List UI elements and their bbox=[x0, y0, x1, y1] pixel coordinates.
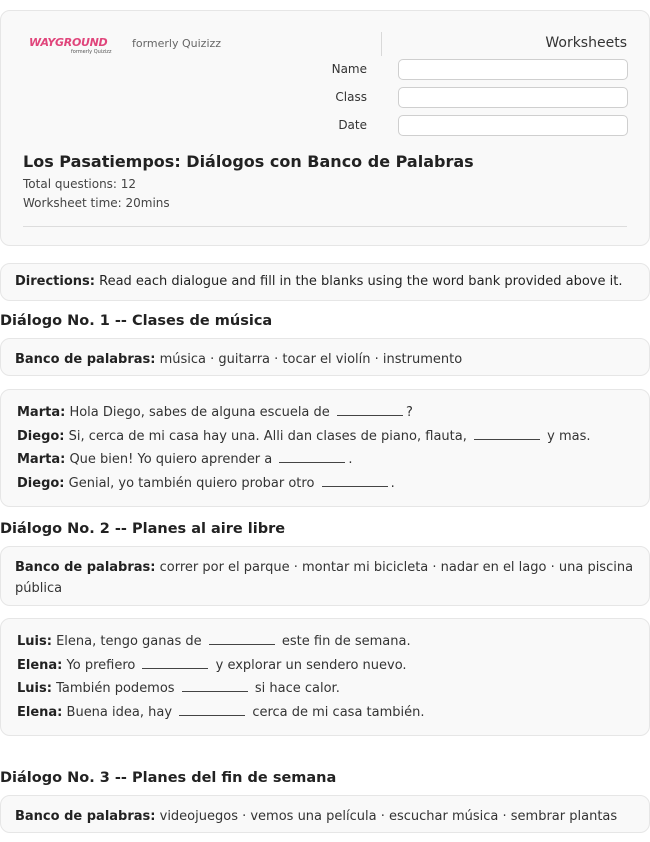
line-text-before: Si, cerca de mi casa hay una. Alli dan clases de piano, flauta, bbox=[68, 428, 467, 444]
worksheets-label: Worksheets bbox=[545, 35, 627, 51]
dialogue-line bbox=[17, 425, 633, 449]
dialogue-line bbox=[17, 654, 633, 678]
worksheet-time: Worksheet time: 20mins bbox=[23, 196, 170, 210]
date-field-row bbox=[331, 115, 629, 137]
dialogue-2-box bbox=[0, 618, 650, 736]
line-text-before: Yo prefiero bbox=[66, 657, 136, 673]
word-bank-text: videojuegos · vemos una película · escuchar música · sembrar plantas bbox=[159, 809, 618, 824]
date-input[interactable] bbox=[398, 115, 628, 136]
directions-label: Directions: bbox=[15, 274, 95, 289]
line-text-after: . bbox=[390, 476, 395, 492]
line-text-after: y explorar un sendero nuevo. bbox=[215, 657, 407, 673]
name-label: Name bbox=[331, 62, 367, 76]
date-label: Date bbox=[338, 118, 367, 132]
speaker: Elena: bbox=[17, 657, 63, 673]
dialogue-2-title: Diálogo No. 2 -- Planes al aire libre bbox=[0, 521, 286, 537]
speaker: Luis: bbox=[17, 634, 52, 649]
speaker: Marta: bbox=[17, 452, 66, 468]
speaker: Luis: bbox=[17, 681, 52, 697]
logo-wordmark: WAYGROUND bbox=[29, 36, 108, 49]
class-field-row bbox=[331, 87, 629, 109]
dialogue-3-title: Diálogo No. 3 -- Planes del fin de semana bbox=[0, 770, 337, 786]
line-text-after: cerca de mi casa también. bbox=[252, 705, 425, 721]
name-field-row bbox=[331, 59, 629, 81]
dialogue-line bbox=[17, 472, 633, 496]
line-text-after: ? bbox=[405, 405, 413, 420]
directions-box bbox=[0, 263, 650, 301]
dialogue-line bbox=[17, 630, 633, 654]
fill-blank[interactable] bbox=[322, 475, 388, 487]
line-text-before: Genial, yo también quiero probar otro bbox=[68, 476, 315, 492]
logo-subtext: formerly Quizizz bbox=[71, 49, 112, 55]
header-divider bbox=[381, 32, 382, 56]
directions-text: Read each dialogue and fill in the blanks using the word bank provided above it. bbox=[99, 274, 623, 289]
line-text-before: Que bien! Yo quiero aprender a bbox=[69, 452, 273, 468]
speaker: Elena: bbox=[17, 705, 63, 721]
header-rule bbox=[23, 226, 627, 227]
worksheet-header bbox=[0, 10, 650, 246]
class-input[interactable] bbox=[398, 87, 628, 108]
dialogue-line bbox=[17, 401, 633, 425]
speaker: Diego: bbox=[17, 476, 65, 492]
dialogue-line bbox=[17, 701, 633, 725]
line-text-before: Elena, tengo ganas de bbox=[56, 634, 202, 649]
dialogue-line bbox=[17, 677, 633, 701]
dialogue-1-box bbox=[0, 389, 650, 507]
fill-blank[interactable] bbox=[209, 633, 275, 645]
line-text-before: También podemos bbox=[56, 681, 175, 697]
fill-blank[interactable] bbox=[337, 404, 403, 416]
dialogue-2-word-bank bbox=[0, 546, 650, 606]
fill-blank[interactable] bbox=[182, 680, 248, 692]
line-text-after: si hace calor. bbox=[254, 681, 340, 697]
dialogue-1-word-bank bbox=[0, 338, 650, 376]
dialogue-line bbox=[17, 448, 633, 472]
wayground-logo bbox=[29, 35, 119, 65]
fill-blank[interactable] bbox=[279, 451, 345, 463]
fill-blank[interactable] bbox=[179, 704, 245, 716]
line-text-after: este fin de semana. bbox=[281, 634, 411, 649]
class-label: Class bbox=[335, 90, 367, 104]
word-bank-label: Banco de palabras: bbox=[15, 352, 156, 367]
fill-blank[interactable] bbox=[142, 657, 208, 669]
dialogue-1-title: Diálogo No. 1 -- Clases de música bbox=[0, 313, 273, 329]
fill-blank[interactable] bbox=[474, 428, 540, 440]
word-bank-label: Banco de palabras: bbox=[15, 809, 156, 824]
line-text-before: Hola Diego, sabes de alguna escuela de bbox=[69, 405, 330, 420]
total-questions: Total questions: 12 bbox=[23, 177, 137, 191]
line-text-after: y mas. bbox=[547, 428, 591, 444]
speaker: Marta: bbox=[17, 405, 66, 420]
word-bank-text: correr por el parque · montar mi bicicleta · nadar en el lago · una piscina pública bbox=[15, 560, 634, 596]
worksheet-title: Los Pasatiempos: Diálogos con Banco de Palabras bbox=[23, 152, 474, 171]
word-bank-label: Banco de palabras: bbox=[15, 560, 156, 575]
formerly-quizizz-label: formerly Quizizz bbox=[132, 37, 222, 50]
name-input[interactable] bbox=[398, 59, 628, 80]
dialogue-3-word-bank bbox=[0, 795, 650, 833]
line-text-before: Buena idea, hay bbox=[66, 705, 173, 721]
line-text-after: . bbox=[348, 452, 353, 468]
word-bank-text: música · guitarra · tocar el violín · instrumento bbox=[159, 352, 463, 367]
speaker: Diego: bbox=[17, 428, 65, 444]
